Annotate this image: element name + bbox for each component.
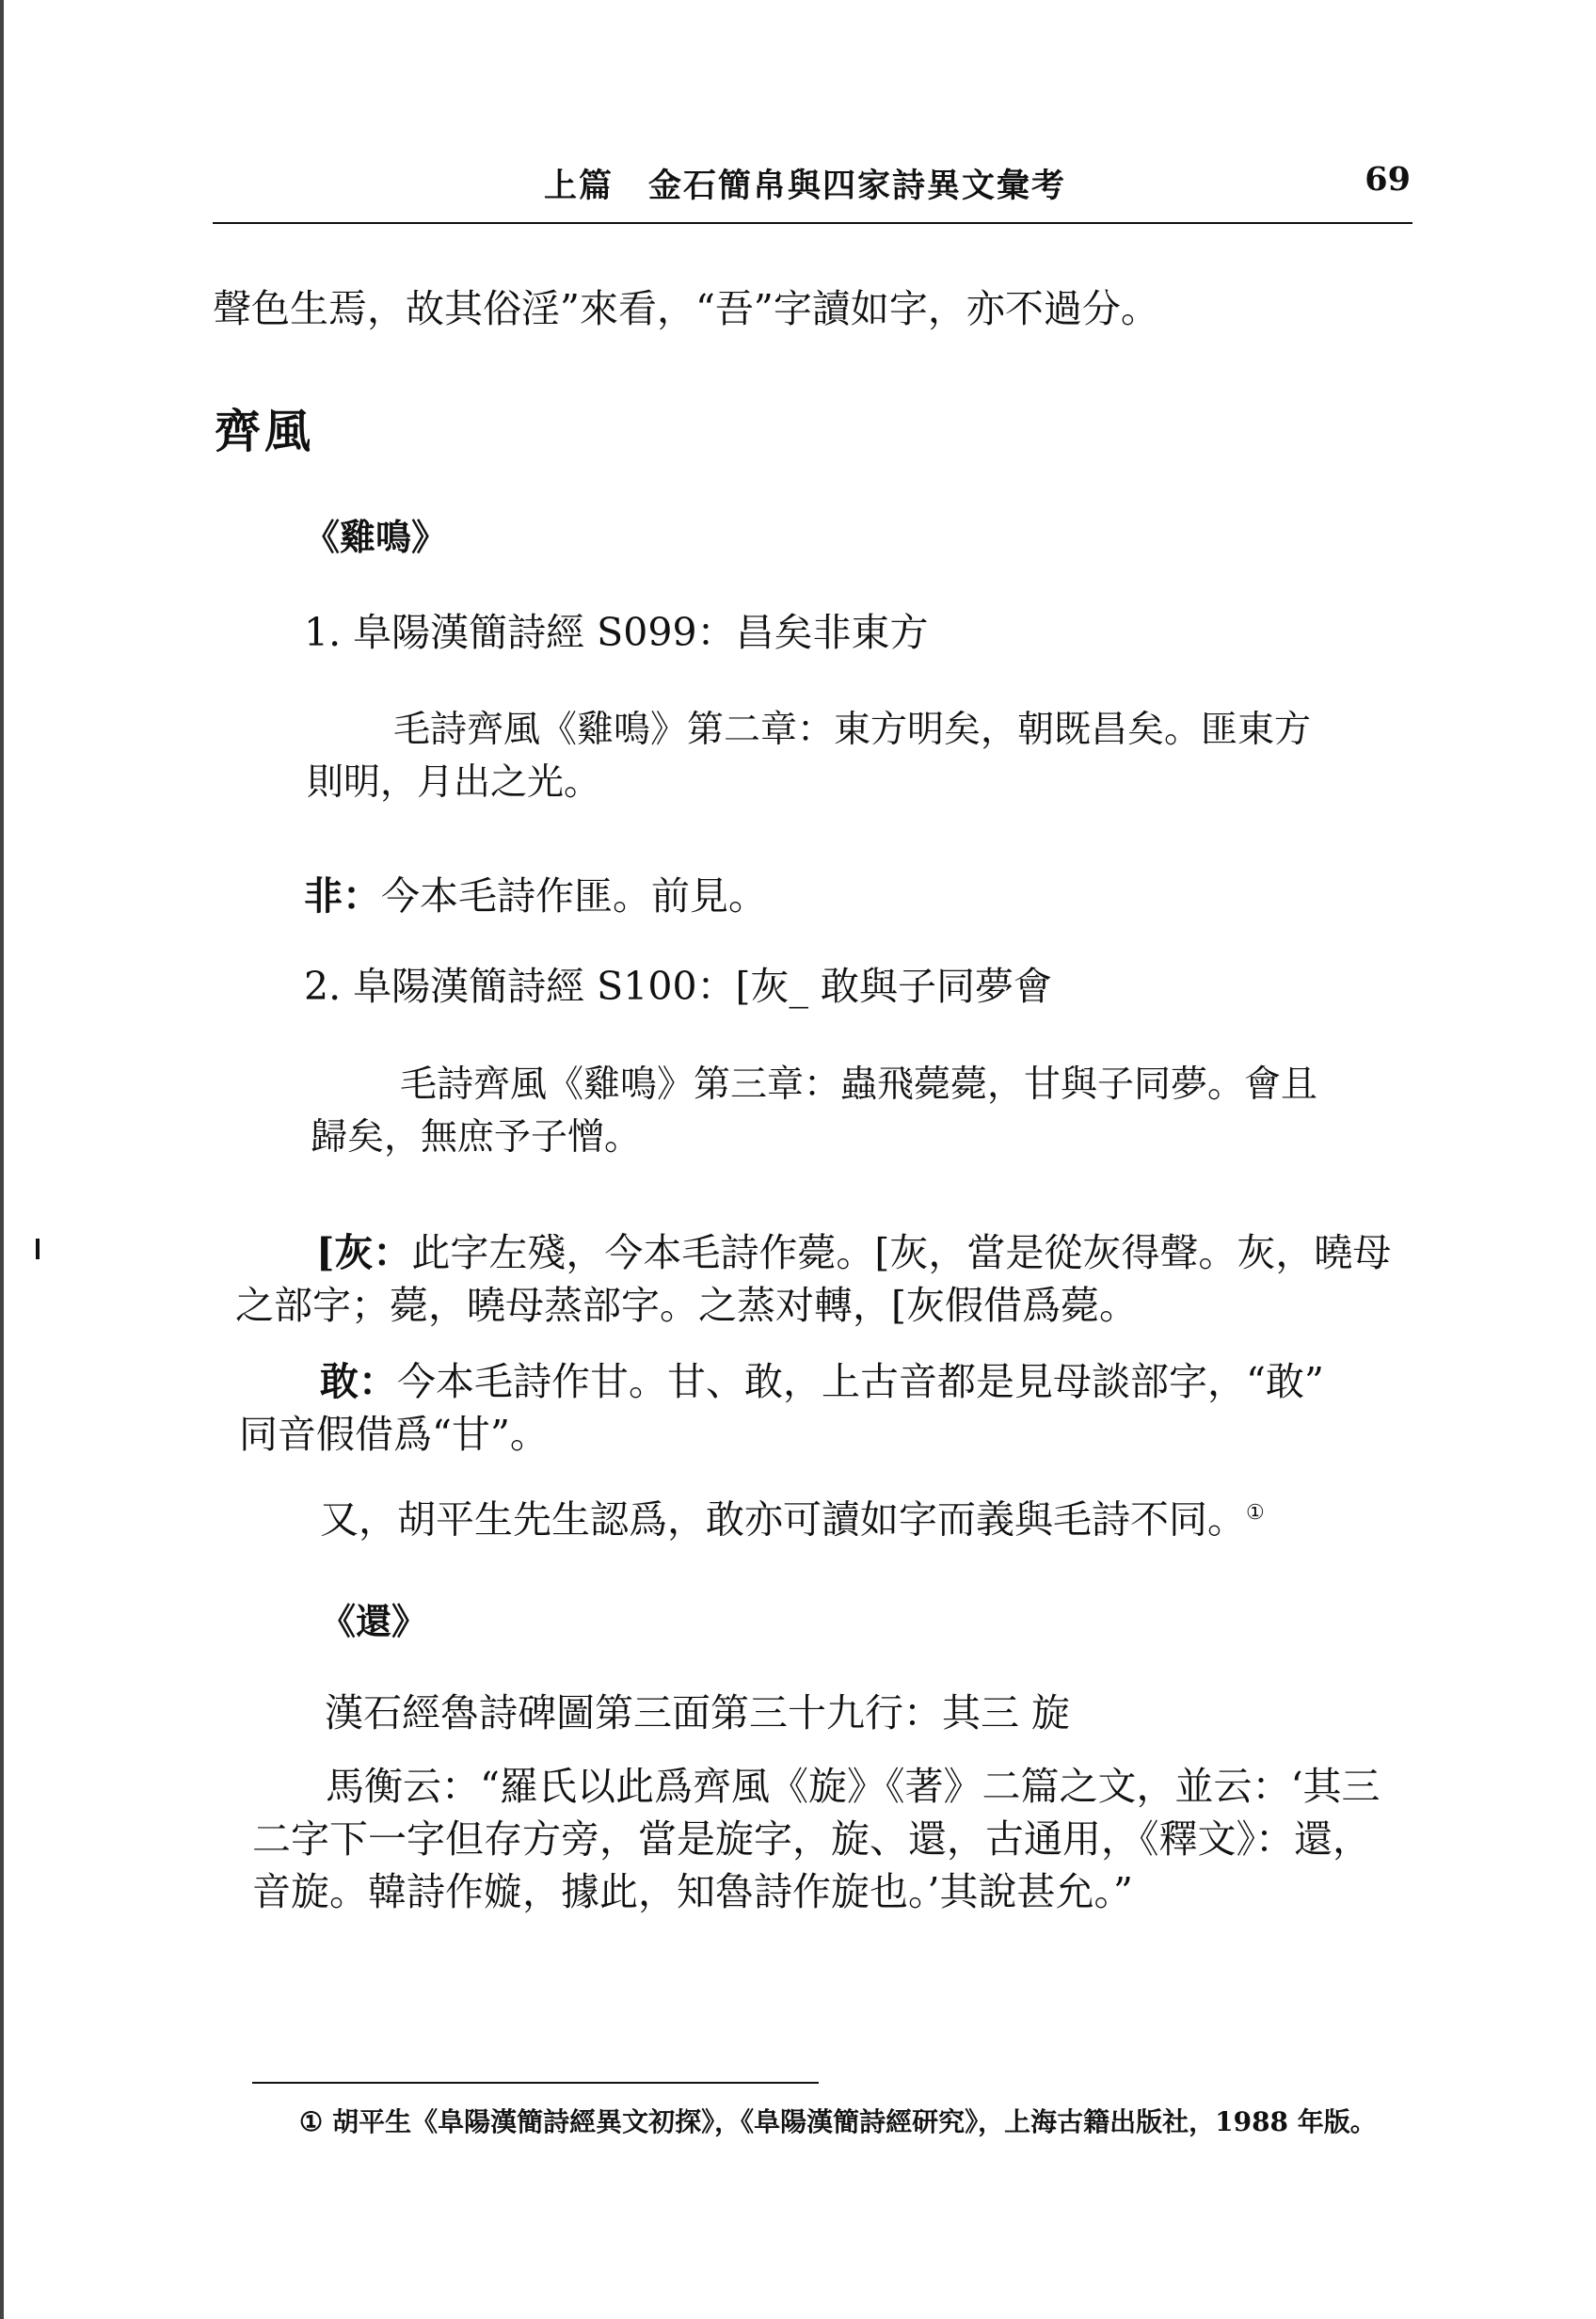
item-2-note-1 <box>235 1226 1391 1332</box>
huan-quote-line-1: 馬衡云：“羅氏以此爲齊風《旋》《著》二篇之文，並云：‘其三 <box>326 1764 1381 1809</box>
item-1-note-label: 非： <box>304 873 381 919</box>
item-2-quote-line-2: 歸矣，無庶予子憎。 <box>311 1116 642 1159</box>
item-2-note-2 <box>239 1355 1324 1461</box>
item-2-note-1-label: [灰： <box>316 1230 412 1275</box>
page-header <box>213 141 1412 224</box>
item-2-quote <box>311 1059 1317 1164</box>
huan-heading: 漢石經魯詩碑圖第三面第三十九行：其三 旋 <box>325 1690 1071 1735</box>
item-2-note-2-line-2: 同音假借爲“甘”。 <box>239 1412 549 1457</box>
huan-quote <box>252 1760 1381 1918</box>
item-2-note-2-line-1 <box>239 1355 1324 1408</box>
item-1-quote <box>307 704 1311 809</box>
item-2-heading: 2. 阜陽漢簡詩經 S100：[灰_ 敢與子同夢會 <box>304 964 1053 1009</box>
item-1-note-text: 今本毛詩作匪。前見。 <box>381 873 767 919</box>
poem-title-ji-ming: 《雞鳴》 <box>304 516 448 558</box>
page-edge <box>0 0 4 2319</box>
item-2-note-2-label: 敢： <box>320 1359 397 1404</box>
continued-paragraph: 聲色生焉，故其俗淫”來看，“吾”字讀如字，亦不過分。 <box>213 286 1159 331</box>
item-2-note-1-line-2: 之部字；薨，曉母蒸部字。之蒸对轉，[灰假借爲薨。 <box>235 1283 1138 1328</box>
footnote <box>299 2103 1377 2141</box>
item-2-note-1-text: 此字左殘，今本毛詩作薨。[灰，當是從灰得聲。灰，曉母 <box>411 1230 1392 1275</box>
footnote-reference: ① <box>1246 1501 1265 1525</box>
item-2-quote-line-1: 毛詩齊風《雞鳴》第三章：蟲飛薨薨，甘與子同夢。會且 <box>400 1064 1318 1106</box>
item-2-note-3 <box>320 1487 1265 1546</box>
page-number: 69 <box>1365 160 1411 199</box>
item-1-quote-line-1: 毛詩齊風《雞鳴》第二章：東方明矣，朝既昌矣。匪東方 <box>393 709 1312 751</box>
footnote-marker: ① <box>299 2106 324 2137</box>
huan-quote-line-2: 二字下一字但存方旁，當是旋字，旋、還，古通用，《釋文》：還， <box>252 1816 1371 1862</box>
item-1-heading: 1. 阜陽漢簡詩經 S099：昌矣非東方 <box>304 610 929 655</box>
item-2-note-1-line-1 <box>235 1226 1391 1279</box>
item-2-note-3-text: 又，胡平生先生認爲，敢亦可讀如字而義與毛詩不同。 <box>320 1496 1246 1543</box>
item-2-note-2-text: 今本毛詩作甘。甘、敢，上古音都是見母談部字，“敢” <box>397 1359 1324 1404</box>
section-title: 齊風 <box>215 404 315 458</box>
poem-title-huan: 《還》 <box>320 1600 428 1642</box>
footnote-rule <box>252 2082 819 2084</box>
huan-quote-line-3: 音旋。韓詩作嫙，據此，知魯詩作旋也。’其說甚允。” <box>252 1869 1133 1914</box>
margin-mark <box>36 1239 40 1259</box>
footnote-text: 胡平生《阜陽漢簡詩經異文初探》，《阜陽漢簡詩經研究》，上海古籍出版社，1988 年版。 <box>332 2106 1377 2137</box>
running-head: 上篇 金石簡帛與四家詩異文彙考 <box>544 167 1067 205</box>
item-1-note <box>304 870 767 922</box>
item-1-quote-line-2: 則明，月出之光。 <box>307 761 601 804</box>
